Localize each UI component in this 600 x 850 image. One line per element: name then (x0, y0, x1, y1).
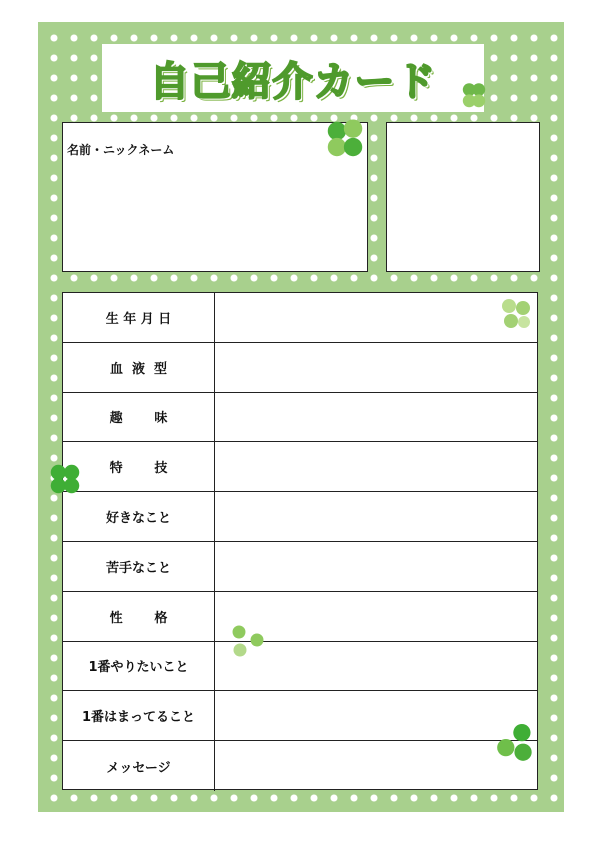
row-label: 趣 味 (63, 393, 215, 442)
row-value-field[interactable] (215, 393, 537, 442)
row-label: 苦手なこと (63, 542, 215, 591)
card-title: 自己紹介カード (149, 59, 437, 105)
name-label: 名前・ニックネーム (67, 143, 175, 157)
row-value-field[interactable] (215, 691, 537, 740)
table-row (63, 691, 537, 741)
table-row (63, 343, 537, 393)
row-label: 1番やりたいこと (63, 642, 215, 691)
card-background (38, 22, 564, 812)
clover-icon (492, 720, 538, 766)
row-label: 性 格 (63, 592, 215, 641)
row-label: 生 年 月 日 (63, 293, 215, 342)
table-row (63, 642, 537, 692)
title-banner (102, 44, 484, 112)
clover-icon (322, 116, 368, 162)
row-value-field[interactable] (215, 741, 537, 791)
clover-icon (46, 460, 84, 498)
table-row (63, 592, 537, 642)
row-value-field[interactable] (215, 293, 537, 342)
clover-icon (458, 80, 490, 112)
table-row (63, 542, 537, 592)
profile-table (62, 292, 538, 790)
table-row (63, 293, 537, 343)
row-label: 特 技 (63, 442, 215, 491)
table-row (63, 393, 537, 443)
clover-icon (228, 620, 268, 660)
row-value-field[interactable] (215, 442, 537, 491)
row-label: 1番はまってること (63, 691, 215, 740)
table-row (63, 741, 537, 791)
row-value-field[interactable] (215, 492, 537, 541)
row-value-field[interactable] (215, 542, 537, 591)
row-label: メッセージ (63, 741, 215, 791)
table-row (63, 442, 537, 492)
row-label: 好きなこと (63, 492, 215, 541)
clover-icon (496, 294, 536, 334)
row-value-field[interactable] (215, 343, 537, 392)
table-row (63, 492, 537, 542)
row-label: 血 液 型 (63, 343, 215, 392)
photo-field[interactable] (386, 122, 540, 272)
